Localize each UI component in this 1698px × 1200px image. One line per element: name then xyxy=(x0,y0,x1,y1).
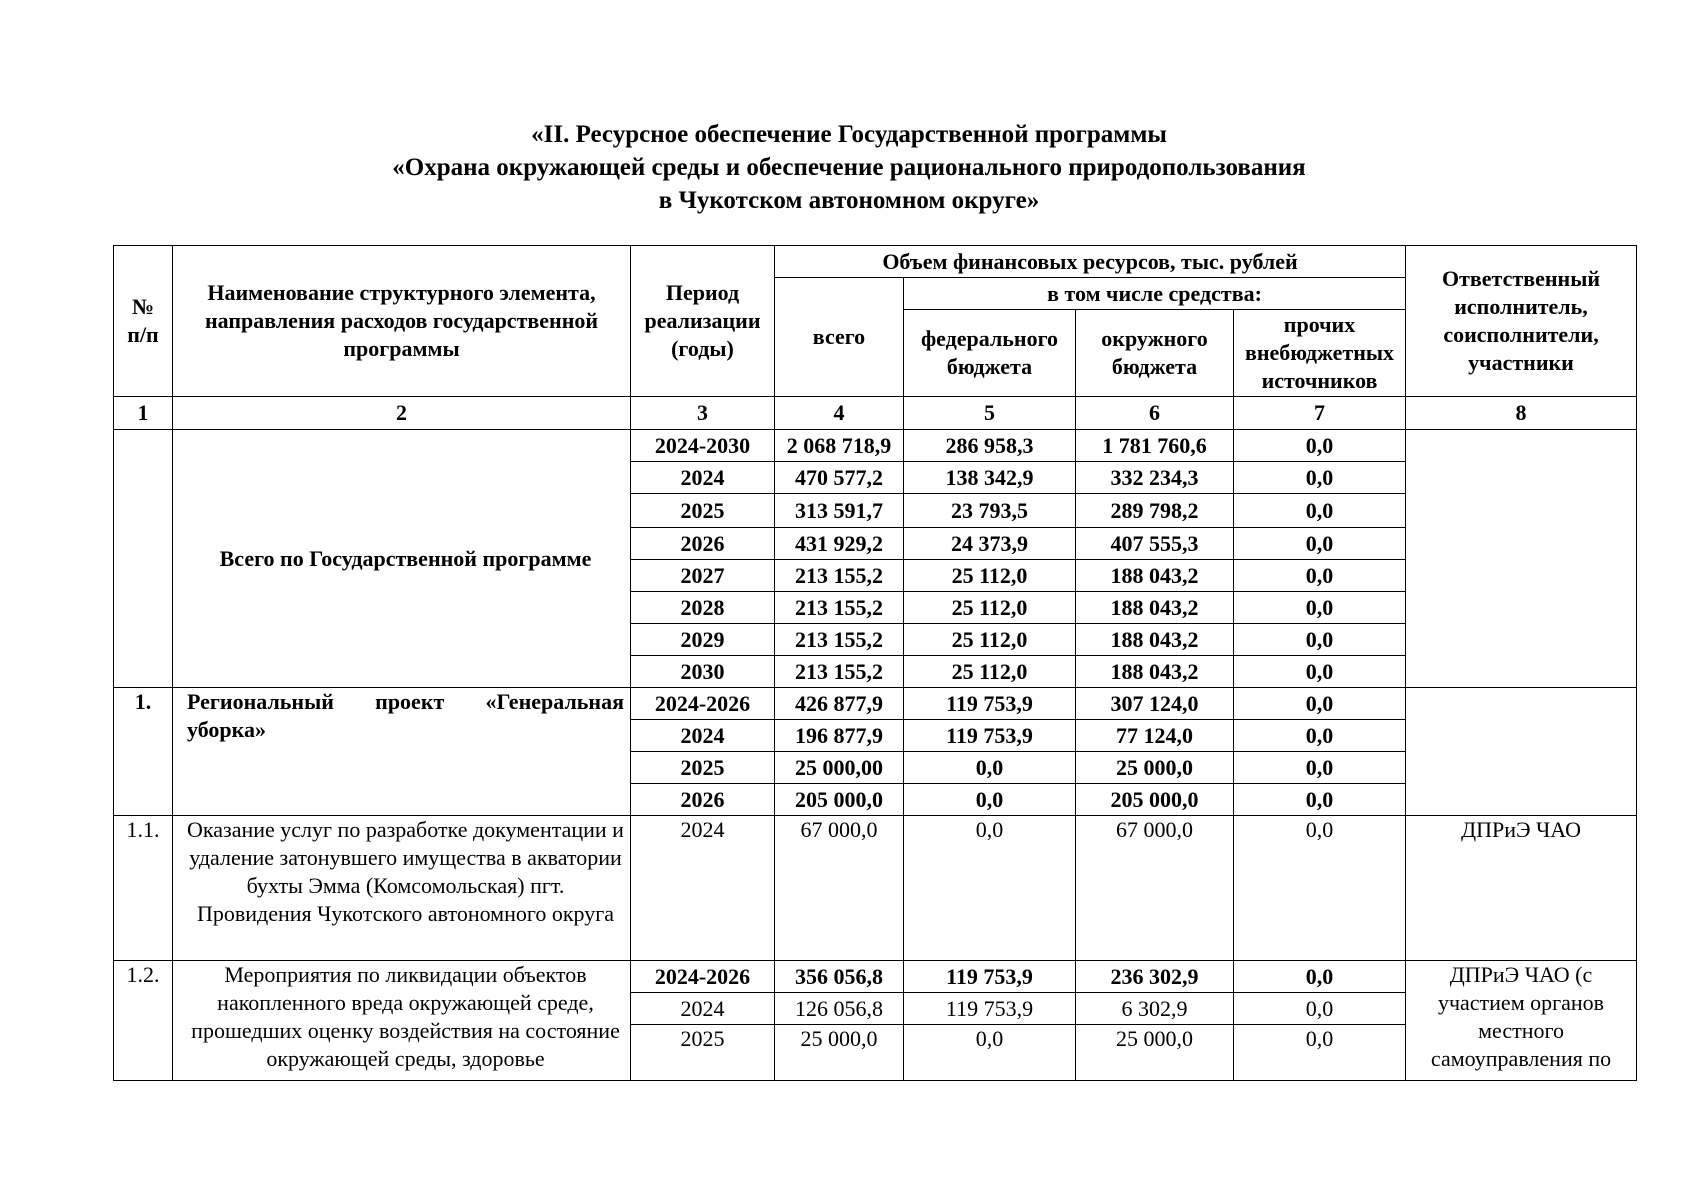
row-name: Всего по Государственной программе xyxy=(173,430,631,688)
cell-federal: 25 112,0 xyxy=(904,592,1076,624)
cell-total: 470 577,2 xyxy=(775,462,904,494)
cell-federal: 25 112,0 xyxy=(904,624,1076,656)
cell-year: 2024 xyxy=(631,993,775,1025)
cell-district: 307 124,0 xyxy=(1076,688,1234,720)
row-num: 1.2. xyxy=(114,961,173,1081)
header-volume: Объем финансовых ресурсов, тыс. рублей xyxy=(775,246,1406,278)
cell-federal: 24 373,9 xyxy=(904,528,1076,560)
header-row xyxy=(114,246,1637,278)
cell-other: 0,0 xyxy=(1234,784,1406,816)
document-title xyxy=(0,118,1698,217)
header-period: Период реализации (годы) xyxy=(631,246,775,397)
cell-other: 0,0 xyxy=(1234,688,1406,720)
header-name: Наименование структурного элемента, направления расходов государственной программы xyxy=(173,246,631,397)
cell-year: 2024 xyxy=(631,720,775,752)
cell-district: 188 043,2 xyxy=(1076,656,1234,688)
cell-year: 2024 xyxy=(631,816,775,961)
col-number: 6 xyxy=(1076,397,1234,430)
cell-total: 67 000,0 xyxy=(775,816,904,961)
cell-other: 0,0 xyxy=(1234,720,1406,752)
cell-total: 205 000,0 xyxy=(775,784,904,816)
cell-district: 25 000,0 xyxy=(1076,752,1234,784)
cell-total: 25 000,0 xyxy=(775,1025,904,1081)
cell-district: 289 798,2 xyxy=(1076,494,1234,528)
header-total: всего xyxy=(775,278,904,397)
col-number: 8 xyxy=(1406,397,1637,430)
cell-year: 2026 xyxy=(631,528,775,560)
cell-total: 213 155,2 xyxy=(775,560,904,592)
row-name-line-1: Региональный проект «Генеральная xyxy=(187,689,624,714)
header-district: окружного бюджета xyxy=(1076,310,1234,397)
table-row xyxy=(114,430,1637,462)
cell-year: 2027 xyxy=(631,560,775,592)
col-number: 2 xyxy=(173,397,631,430)
cell-total: 213 155,2 xyxy=(775,656,904,688)
cell-district: 6 302,9 xyxy=(1076,993,1234,1025)
cell-federal: 23 793,5 xyxy=(904,494,1076,528)
col-number: 3 xyxy=(631,397,775,430)
row-responsible xyxy=(1406,688,1637,816)
cell-district: 25 000,0 xyxy=(1076,1025,1234,1081)
cell-federal: 286 958,3 xyxy=(904,430,1076,462)
cell-other: 0,0 xyxy=(1234,961,1406,993)
cell-federal: 119 753,9 xyxy=(904,720,1076,752)
cell-year: 2025 xyxy=(631,494,775,528)
cell-other: 0,0 xyxy=(1234,624,1406,656)
row-responsible: ДПРиЭ ЧАО (с участием органов местного самоуправления по xyxy=(1406,961,1637,1081)
cell-year: 2024-2026 xyxy=(631,688,775,720)
cell-year: 2024-2026 xyxy=(631,961,775,993)
cell-year: 2025 xyxy=(631,752,775,784)
cell-federal: 138 342,9 xyxy=(904,462,1076,494)
cell-district: 332 234,3 xyxy=(1076,462,1234,494)
table-row xyxy=(114,688,1637,720)
cell-year: 2024-2030 xyxy=(631,430,775,462)
cell-federal: 119 753,9 xyxy=(904,961,1076,993)
cell-other: 0,0 xyxy=(1234,656,1406,688)
cell-federal: 119 753,9 xyxy=(904,688,1076,720)
cell-district: 188 043,2 xyxy=(1076,592,1234,624)
resource-table xyxy=(113,245,1637,1081)
cell-other: 0,0 xyxy=(1234,993,1406,1025)
row-name xyxy=(173,688,631,816)
cell-district: 67 000,0 xyxy=(1076,816,1234,961)
col-number: 5 xyxy=(904,397,1076,430)
cell-district: 188 043,2 xyxy=(1076,624,1234,656)
header-federal: федерального бюджета xyxy=(904,310,1076,397)
cell-total: 356 056,8 xyxy=(775,961,904,993)
cell-district: 205 000,0 xyxy=(1076,784,1234,816)
cell-federal: 0,0 xyxy=(904,752,1076,784)
col-number: 7 xyxy=(1234,397,1406,430)
cell-total: 313 591,7 xyxy=(775,494,904,528)
cell-total: 2 068 718,9 xyxy=(775,430,904,462)
cell-other: 0,0 xyxy=(1234,592,1406,624)
cell-total: 426 877,9 xyxy=(775,688,904,720)
col-number: 4 xyxy=(775,397,904,430)
cell-year: 2029 xyxy=(631,624,775,656)
cell-federal: 119 753,9 xyxy=(904,993,1076,1025)
table-row xyxy=(114,816,1637,961)
row-name: Мероприятия по ликвидации объектов накопленного вреда окружающей среде, прошедших оценку воздействия на состояние окружающей среды, здоровье xyxy=(173,961,631,1081)
cell-federal: 25 112,0 xyxy=(904,656,1076,688)
cell-other: 0,0 xyxy=(1234,1025,1406,1081)
cell-total: 213 155,2 xyxy=(775,624,904,656)
cell-other: 0,0 xyxy=(1234,528,1406,560)
cell-total: 25 000,00 xyxy=(775,752,904,784)
row-num xyxy=(114,430,173,688)
title-line-1: «II. Ресурсное обеспечение Государственной программы xyxy=(531,121,1167,148)
cell-year: 2028 xyxy=(631,592,775,624)
column-number-row xyxy=(114,397,1637,430)
cell-district: 188 043,2 xyxy=(1076,560,1234,592)
cell-other: 0,0 xyxy=(1234,430,1406,462)
col-number: 1 xyxy=(114,397,173,430)
header-other: прочих внебюджетных источников xyxy=(1234,310,1406,397)
cell-year: 2026 xyxy=(631,784,775,816)
cell-other: 0,0 xyxy=(1234,494,1406,528)
cell-total: 126 056,8 xyxy=(775,993,904,1025)
cell-year: 2024 xyxy=(631,462,775,494)
table-row xyxy=(114,961,1637,993)
cell-federal: 0,0 xyxy=(904,784,1076,816)
row-num: 1.1. xyxy=(114,816,173,961)
row-name-line-2: уборка» xyxy=(187,717,266,742)
row-responsible: ДПРиЭ ЧАО xyxy=(1406,816,1637,961)
cell-other: 0,0 xyxy=(1234,816,1406,961)
cell-federal: 0,0 xyxy=(904,1025,1076,1081)
cell-total: 431 929,2 xyxy=(775,528,904,560)
header-incl: в том числе средства: xyxy=(904,278,1406,310)
cell-total: 213 155,2 xyxy=(775,592,904,624)
header-num: № п/п xyxy=(114,246,173,397)
cell-other: 0,0 xyxy=(1234,752,1406,784)
cell-district: 407 555,3 xyxy=(1076,528,1234,560)
cell-district: 236 302,9 xyxy=(1076,961,1234,993)
cell-other: 0,0 xyxy=(1234,560,1406,592)
cell-other: 0,0 xyxy=(1234,462,1406,494)
cell-district: 1 781 760,6 xyxy=(1076,430,1234,462)
row-num: 1. xyxy=(114,688,173,816)
header-responsible: Ответственный исполнитель, соисполнители, участники xyxy=(1406,246,1637,397)
row-responsible xyxy=(1406,430,1637,688)
title-line-3: в Чукотском автономном округе» xyxy=(658,187,1040,214)
title-line-2: «Охрана окружающей среды и обеспечение рационального природопользования xyxy=(392,154,1306,181)
cell-federal: 25 112,0 xyxy=(904,560,1076,592)
cell-federal: 0,0 xyxy=(904,816,1076,961)
cell-year: 2025 xyxy=(631,1025,775,1081)
row-name: Оказание услуг по разработке документации и удаление затонувшего имущества в акватории бухты Эмма (Комсомольская) пгт. Провидения Чукотского автономного округа xyxy=(173,816,631,961)
cell-year: 2030 xyxy=(631,656,775,688)
cell-district: 77 124,0 xyxy=(1076,720,1234,752)
cell-total: 196 877,9 xyxy=(775,720,904,752)
